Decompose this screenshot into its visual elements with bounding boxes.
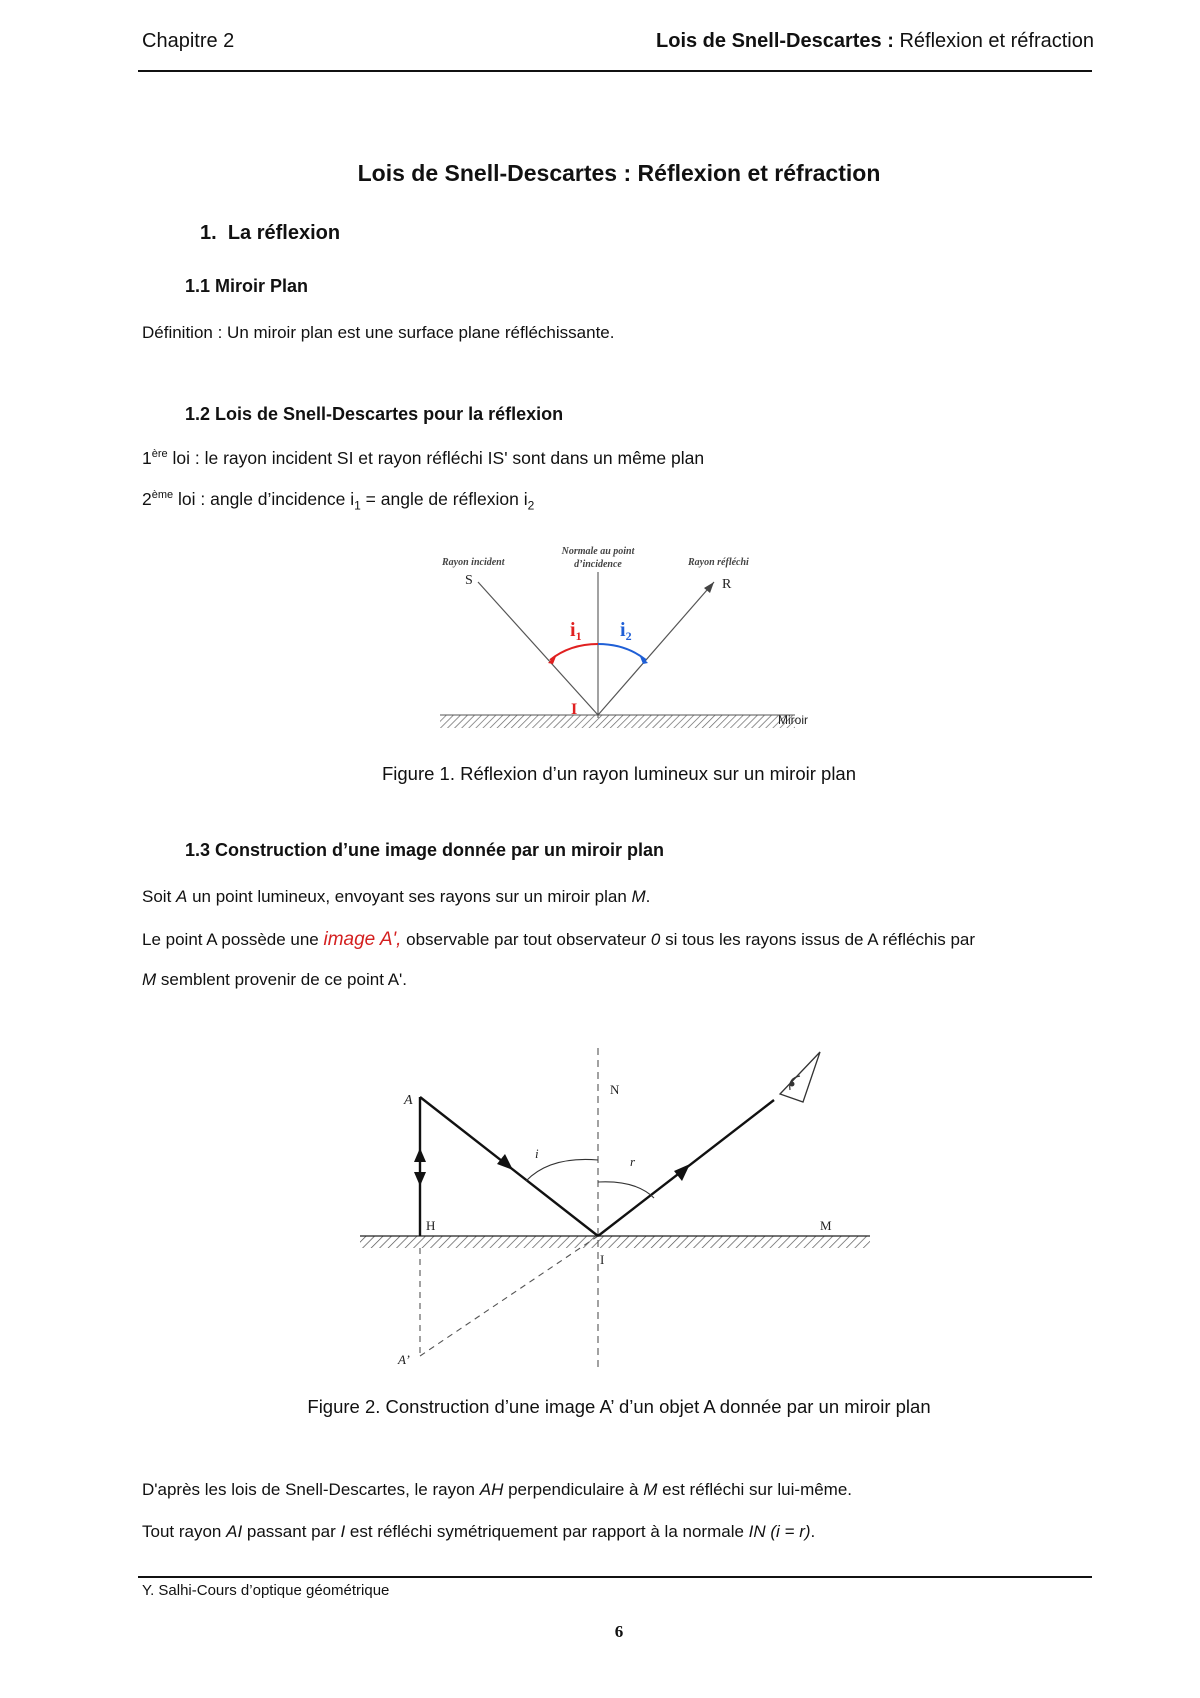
law-2 (142, 489, 534, 513)
law-2-sup: ème (151, 489, 174, 502)
figure-1-angle-i2-arc (598, 644, 646, 660)
text-fragment: M (631, 887, 646, 906)
text-fragment: est réfléchi sur lui-même. (657, 1480, 853, 1499)
figure-1-incident-label: Rayon incident (442, 557, 505, 568)
image-term: image A', (323, 929, 402, 950)
text-fragment: passant par (242, 1522, 341, 1541)
figure-2-image-construction (360, 1038, 880, 1378)
figure-1-reflection-diagram (430, 540, 830, 745)
text-fragment: D'après les lois de Snell-Descartes, le rayon (142, 1480, 480, 1499)
figure-1-angle-i1-arrowhead (548, 654, 557, 664)
text-fragment: est réfléchi symétriquement par rapport à la normale (345, 1522, 749, 1541)
page-title: Lois de Snell-Descartes : Réflexion et réfraction (357, 160, 881, 186)
figure-1-angle-i1: $i_1$ (570, 619, 582, 643)
section-1-label: La réflexion (227, 222, 341, 244)
paragraph-1-3-line-1 (142, 887, 650, 907)
figure-2-incident-arrowhead (497, 1154, 513, 1170)
text-fragment: un point lumineux, envoyant ses rayons sur un miroir plan (187, 887, 632, 906)
figure-2-angle-i-arc (526, 1159, 598, 1181)
figure-2-caption: Figure 2. Construction d’une image A’ d’un objet A donnée par un miroir plan (307, 1396, 931, 1417)
subsection-1-3-heading: 1.3 Construction d’une image donnée par un miroir plan (185, 840, 665, 860)
definition-label: Définition : (142, 323, 223, 342)
text-fragment: M (142, 970, 157, 989)
law-2-number: 2 (142, 489, 152, 509)
header-chapter: Chapitre 2 (142, 30, 235, 52)
figure-2-down-arrowhead (414, 1172, 426, 1186)
law-2-sub-a: 1 (354, 498, 361, 513)
figure-2-point-M: M (820, 1218, 832, 1233)
text-fragment: si tous les rayons issus de A réfléchis par (660, 930, 976, 949)
figure-1-reflected-ray (598, 582, 714, 715)
figure-2-mirror-surface (360, 1236, 870, 1248)
law-2-label: loi : (173, 489, 206, 509)
page-number: 6 (614, 1622, 624, 1641)
figure-2-point-I: I (600, 1252, 605, 1267)
section-1-number: 1. (200, 222, 217, 244)
closing-paragraph-2 (142, 1522, 815, 1542)
figure-2-up-arrowhead (414, 1148, 426, 1162)
paragraph-1-3-line-2 (142, 929, 975, 951)
figure-1-point-S: S (465, 573, 473, 588)
figure-1-angle-i2: $i_2$ (620, 619, 632, 643)
figure-2-point-A: A (404, 1093, 413, 1108)
figure-1-caption: Figure 1. Réflexion d’un rayon lumineux sur un miroir plan (381, 763, 857, 784)
definition-body: Un miroir plan est une surface plane réfléchissante. (222, 323, 615, 342)
figure-2-point-N: N (610, 1082, 620, 1097)
figure-1-mirror-label: Miroir (778, 713, 808, 727)
text-fragment: I (340, 1522, 346, 1541)
figure-2-point-A-prime: A’ (398, 1352, 410, 1367)
figure-1-mirror-surface (440, 715, 795, 728)
text-fragment: perpendiculaire à (503, 1480, 644, 1499)
text-fragment: Tout rayon (142, 1522, 227, 1541)
figure-1-point-R: R (722, 577, 732, 592)
law-2-sub-b: 2 (527, 498, 535, 513)
figure-1-normal-label-1: Normale au point (561, 546, 635, 557)
text-fragment: observable par tout observateur (401, 930, 651, 949)
footer-author: Y. Salhi-Cours d’optique géométrique (142, 1582, 390, 1599)
subsection-1-2-heading: 1.2 Lois de Snell-Descartes pour la réflexion (185, 404, 564, 424)
figure-2-reflected-arrowhead (674, 1164, 690, 1181)
text-fragment: semblent provenir de ce point A'. (156, 970, 408, 989)
law-1 (142, 448, 704, 469)
text-fragment: AH (479, 1480, 504, 1499)
text-fragment: M (643, 1480, 658, 1499)
law-1-label: loi : (167, 448, 200, 468)
paragraph-1-3-line-3 (142, 970, 407, 990)
law-1-number: 1 (142, 448, 152, 468)
text-fragment: . (810, 1522, 816, 1541)
figure-1-reflected-label: Rayon réfléchi (688, 557, 749, 568)
eye-icon (780, 1052, 820, 1102)
figure-1-angle-i1-arc (550, 644, 598, 660)
header-title-rest: Réflexion et réfraction (893, 30, 1094, 52)
figure-1-incident-ray (478, 582, 598, 715)
law-1-sup: ère (151, 448, 168, 461)
law-1-text: le rayon incident SI et rayon réfléchi IS' sont dans un même plan (199, 448, 705, 468)
text-fragment: A (176, 887, 188, 906)
section-1-heading (200, 222, 340, 245)
text-fragment: IN (i = r) (748, 1522, 811, 1541)
figure-2-angle-r: r (630, 1154, 636, 1169)
text-fragment: AI (226, 1522, 243, 1541)
footer-rule (138, 1576, 1092, 1578)
figure-2-point-H: H (426, 1218, 436, 1233)
header-rule (138, 70, 1092, 72)
definition-text (142, 323, 614, 343)
closing-paragraph-1 (142, 1480, 852, 1500)
text-fragment: . (645, 887, 651, 906)
figure-2-angle-i: i (535, 1146, 539, 1161)
text-fragment: 0 (650, 930, 661, 949)
figure-2-angle-r-arc (598, 1182, 654, 1198)
figure-1-point-I: I (571, 701, 578, 718)
subsection-1-1-heading: 1.1 Miroir Plan (185, 276, 309, 296)
header-title-bold: Lois de Snell-Descartes : (656, 30, 894, 52)
law-2-text-b: = angle de réflexion i (360, 489, 528, 509)
text-fragment: Le point A possède une (142, 930, 324, 949)
figure-1-normal-label-2: d’incidence (574, 559, 622, 570)
figure-2-virtual-ray (420, 1236, 598, 1356)
header-title (656, 30, 1094, 53)
law-2-text-a: angle d’incidence i (205, 489, 355, 509)
text-fragment: Soit (142, 887, 177, 906)
